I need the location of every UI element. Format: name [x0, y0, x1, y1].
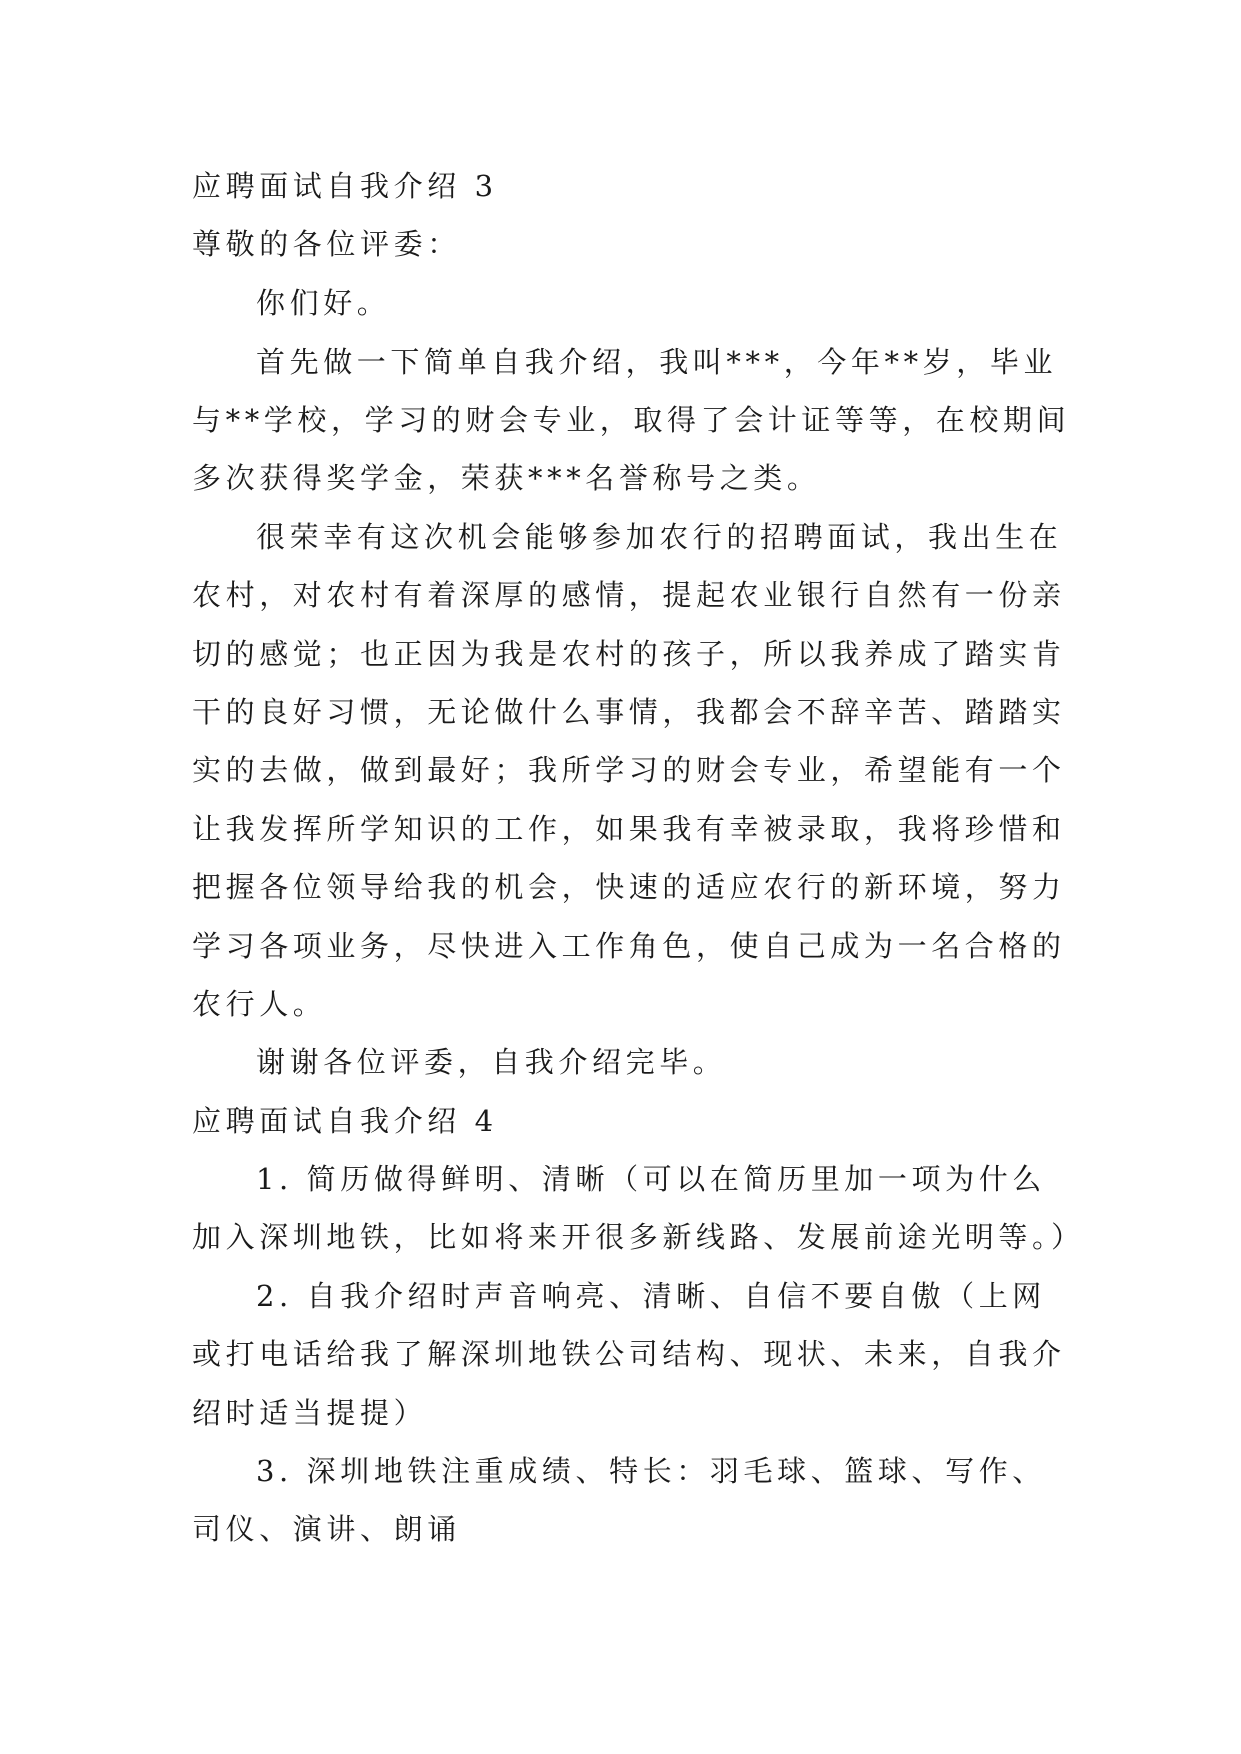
- section-heading-4: 应聘面试自我介绍 4: [192, 1104, 498, 1138]
- paragraph-line: 学习各项业务，尽快进入工作角色，使自己成为一名合格的: [192, 929, 1066, 963]
- list-item-line: 或打电话给我了解深圳地铁公司结构、现状、未来，自我介: [192, 1337, 1066, 1371]
- paragraph-line: 切的感觉；也正因为我是农村的孩子，所以我养成了踏实肯: [192, 637, 1066, 671]
- paragraph-line: 首先做一下简单自我介绍，我叫***，今年**岁，毕业: [256, 345, 1058, 379]
- paragraph-line: 农行人。: [192, 987, 327, 1021]
- greeting: 你们好。: [256, 286, 391, 320]
- paragraph-line: 与**学校，学习的财会专业，取得了会计证等等，在校期间: [192, 403, 1071, 437]
- list-item-line: 2. 自我介绍时声音响亮、清晰、自信不要自傲（上网: [256, 1279, 1046, 1313]
- paragraph-line: 干的良好习惯，无论做什么事情，我都会不辞辛苦、踏踏实: [192, 695, 1066, 729]
- list-item-line: 司仪、演讲、朗诵: [192, 1512, 461, 1546]
- list-item-line: 3. 深圳地铁注重成绩、特长：羽毛球、篮球、写作、: [256, 1454, 1046, 1488]
- section-heading-3: 应聘面试自我介绍 3: [192, 169, 498, 203]
- paragraph-line: 很荣幸有这次机会能够参加农行的招聘面试，我出生在: [256, 520, 1063, 554]
- list-item-line: 1. 简历做得鲜明、清晰（可以在简历里加一项为什么: [256, 1162, 1046, 1196]
- paragraph-line: 让我发挥所学知识的工作，如果我有幸被录取，我将珍惜和: [192, 812, 1066, 846]
- list-item-line: 加入深圳地铁，比如将来开很多新线路、发展前途光明等。）: [192, 1220, 1085, 1254]
- list-item-line: 绍时适当提提）: [192, 1396, 428, 1430]
- closing-line: 谢谢各位评委，自我介绍完毕。: [256, 1045, 727, 1079]
- paragraph-line: 实的去做，做到最好；我所学习的财会专业，希望能有一个: [192, 753, 1066, 787]
- salutation: 尊敬的各位评委：: [192, 227, 461, 261]
- paragraph-line: 多次获得奖学金，荣获***名誉称号之类。: [192, 461, 821, 495]
- paragraph-line: 农村，对农村有着深厚的感情，提起农业银行自然有一份亲: [192, 578, 1066, 612]
- paragraph-line: 把握各位领导给我的机会，快速的适应农行的新环境，努力: [192, 870, 1066, 904]
